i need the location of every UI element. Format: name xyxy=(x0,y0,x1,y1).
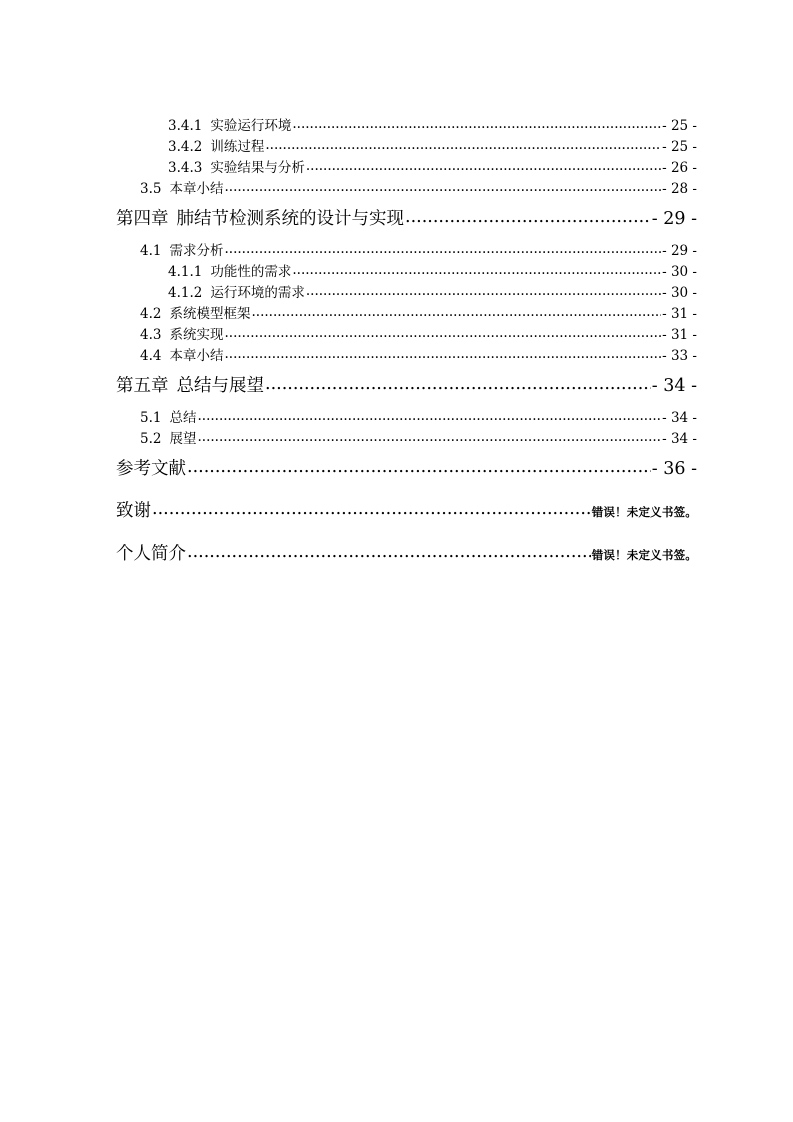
toc-entry-page: - 29 - xyxy=(662,243,697,259)
toc-entry-title: 需求分析 xyxy=(169,243,224,259)
toc-entry-number: 4.2 xyxy=(140,306,162,322)
toc-dot-leader xyxy=(251,304,661,320)
toc-entry-references[interactable] xyxy=(116,455,697,480)
toc-entry-number: 3.4.1 xyxy=(168,118,203,134)
toc-entry-number: 4.4 xyxy=(140,348,162,364)
toc-entry-title: 致谢 xyxy=(116,501,151,521)
toc-entry-acknowledgements[interactable] xyxy=(116,497,697,522)
toc-dot-leader xyxy=(292,116,661,132)
toc-entry-chapter-5[interactable] xyxy=(116,372,697,397)
toc-dot-leader xyxy=(292,262,661,278)
toc-entry-number: 3.5 xyxy=(140,181,162,197)
toc-entry-page: - 25 - xyxy=(662,139,697,155)
toc-entry-title: 本章小结 xyxy=(169,348,224,364)
toc-dot-leader xyxy=(306,158,661,174)
toc-entry-title: 总结与展望 xyxy=(176,376,264,396)
toc-entry-3-4-2[interactable] xyxy=(168,135,697,155)
toc-entry-5-2[interactable] xyxy=(140,427,697,447)
toc-entry-page: - 34 - xyxy=(651,376,697,396)
toc-entry-title: 参考文献 xyxy=(116,459,186,479)
toc-entry-number: 5.2 xyxy=(140,431,162,447)
toc-entry-page: - 36 - xyxy=(651,459,697,479)
toc-entry-page-error: 错误！未定义书签。 xyxy=(591,505,697,519)
toc-entry-personal-profile[interactable] xyxy=(116,540,697,565)
toc-entry-title: 系统实现 xyxy=(169,327,224,343)
toc-dot-leader xyxy=(265,137,661,153)
toc-entry-3-4-1[interactable] xyxy=(168,114,697,134)
toc-entry-title: 展望 xyxy=(169,431,197,447)
toc-entry-4-1-1[interactable] xyxy=(168,260,697,280)
toc-dot-leader xyxy=(197,429,661,445)
toc-dot-leader xyxy=(405,207,651,227)
toc-entry-page-error: 错误！未定义书签。 xyxy=(591,548,697,562)
toc-entry-page: - 26 - xyxy=(662,160,697,176)
toc-entry-number: 第四章 xyxy=(116,209,169,229)
toc-entry-number: 4.3 xyxy=(140,327,162,343)
toc-entry-title: 本章小结 xyxy=(169,181,224,197)
toc-entry-page: - 30 - xyxy=(662,285,697,301)
toc-entry-title: 总结 xyxy=(169,410,197,426)
toc-entry-number: 3.4.3 xyxy=(168,160,203,176)
toc-entry-4-1[interactable] xyxy=(140,239,697,259)
toc-entry-page: - 31 - xyxy=(662,327,697,343)
toc-entry-3-4-3[interactable] xyxy=(168,156,697,176)
toc-entry-5-1[interactable] xyxy=(140,406,697,426)
toc-dot-leader xyxy=(224,325,661,341)
toc-entry-number: 第五章 xyxy=(116,376,169,396)
toc-entry-chapter-4[interactable] xyxy=(116,205,697,230)
toc-entry-title: 系统模型框架 xyxy=(169,306,251,322)
toc-entry-title: 训练过程 xyxy=(210,139,265,155)
toc-entry-title: 实验结果与分析 xyxy=(210,160,305,176)
toc-entry-number: 5.1 xyxy=(140,410,162,426)
toc-entry-title: 运行环境的需求 xyxy=(210,285,305,301)
toc-entry-page: - 28 - xyxy=(662,181,697,197)
toc-dot-leader xyxy=(265,374,651,394)
toc-entry-3-5[interactable] xyxy=(140,177,697,197)
toc-entry-4-3[interactable] xyxy=(140,323,697,343)
toc-dot-leader xyxy=(197,408,661,424)
toc-dot-leader xyxy=(187,542,591,562)
toc-dot-leader xyxy=(224,346,661,362)
toc-entry-page: - 29 - xyxy=(651,209,697,229)
toc-entry-page: - 30 - xyxy=(662,264,697,280)
toc-entry-title: 肺结节检测系统的设计与实现 xyxy=(176,209,404,229)
toc-entry-page: - 31 - xyxy=(662,306,697,322)
toc-entry-page: - 34 - xyxy=(662,431,697,447)
toc-entry-page: - 25 - xyxy=(662,118,697,134)
toc-entry-number: 4.1 xyxy=(140,243,162,259)
toc-dot-leader xyxy=(224,179,661,195)
toc-entry-title: 功能性的需求 xyxy=(210,264,292,280)
toc-entry-number: 4.1.2 xyxy=(168,285,203,301)
toc-dot-leader xyxy=(187,457,651,477)
toc-entry-number: 3.4.2 xyxy=(168,139,203,155)
toc-entry-title: 个人简介 xyxy=(116,544,186,564)
toc-entry-number: 4.1.1 xyxy=(168,264,203,280)
toc-entry-title: 实验运行环境 xyxy=(210,118,292,134)
toc-entry-4-2[interactable] xyxy=(140,302,697,322)
toc-entry-page: - 33 - xyxy=(662,348,697,364)
toc-entry-4-4[interactable] xyxy=(140,344,697,364)
toc-dot-leader xyxy=(306,283,661,299)
toc-dot-leader xyxy=(152,499,591,519)
toc-entry-page: - 34 - xyxy=(662,410,697,426)
toc-entry-4-1-2[interactable] xyxy=(168,281,697,301)
toc-dot-leader xyxy=(224,241,661,257)
